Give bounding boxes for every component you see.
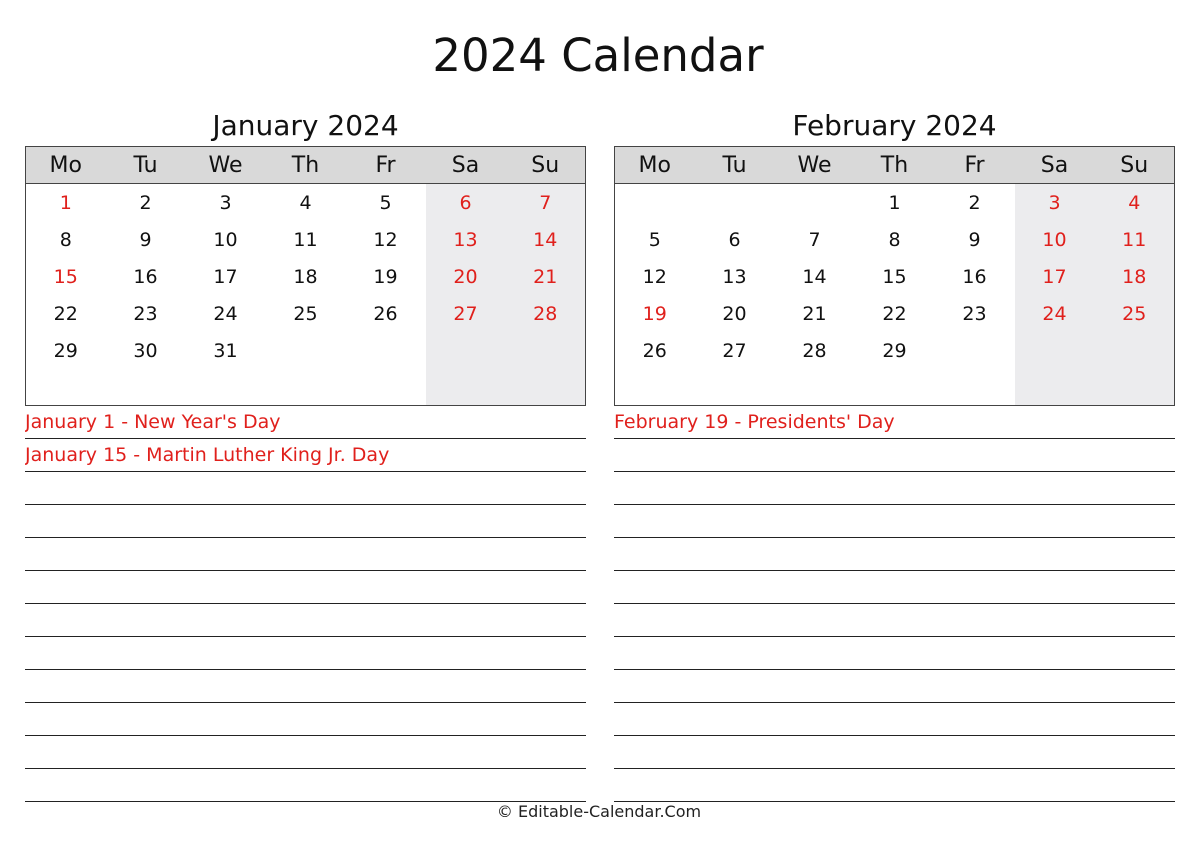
day-cell: 9 [139, 228, 152, 251]
note-line [614, 736, 1175, 769]
day-cell: 4 [299, 191, 312, 214]
month-january [25, 106, 586, 802]
day-cell: 15 [53, 265, 78, 288]
weekday-header: Sa [1015, 147, 1095, 184]
empty-day-cell [1015, 369, 1095, 406]
note-line [614, 538, 1175, 571]
empty-day-cell [775, 369, 855, 406]
note-line [614, 769, 1175, 802]
day-cell: 11 [293, 228, 318, 251]
weekday-header: Th [266, 147, 346, 184]
holiday-note: January 1 - New Year's Day [25, 406, 586, 439]
day-cell: 20 [426, 258, 506, 295]
week-row [26, 295, 586, 332]
day-cell: 17 [213, 265, 238, 288]
empty-day-cell [615, 184, 695, 222]
weekday-header: Fr [346, 147, 426, 184]
empty-day-cell [855, 369, 935, 406]
day-cell: 21 [802, 302, 827, 325]
day-cell: 24 [1015, 295, 1095, 332]
day-cell: 27 [426, 295, 506, 332]
empty-day-cell [26, 369, 106, 406]
weekday-header: Tu [106, 147, 186, 184]
weekday-header: Mo [26, 147, 106, 184]
note-line [25, 703, 586, 736]
note-line [614, 637, 1175, 670]
month-title: January 2024 [212, 109, 399, 142]
note-line [25, 670, 586, 703]
day-cell: 29 [53, 339, 78, 362]
day-cell: 5 [379, 191, 392, 214]
month-february [614, 106, 1175, 802]
day-cell: 11 [1095, 221, 1175, 258]
empty-day-cell [106, 369, 186, 406]
holiday-note: January 15 - Martin Luther King Jr. Day [25, 439, 586, 472]
weekday-header: We [775, 147, 855, 184]
day-cell: 17 [1015, 258, 1095, 295]
note-line [25, 604, 586, 637]
day-cell: 22 [882, 302, 907, 325]
weekday-header: Sa [426, 147, 506, 184]
note-line [25, 736, 586, 769]
empty-day-cell [695, 184, 775, 222]
weekday-header: Fr [935, 147, 1015, 184]
day-cell: 19 [373, 265, 398, 288]
notes-section [25, 406, 586, 802]
weekday-header: Su [506, 147, 586, 184]
day-cell: 2 [968, 191, 981, 214]
month-title: February 2024 [792, 109, 997, 142]
weekday-header: Th [855, 147, 935, 184]
note-line [25, 538, 586, 571]
day-cell: 2 [139, 191, 152, 214]
day-cell: 23 [962, 302, 987, 325]
week-row [615, 332, 1175, 369]
day-cell: 3 [1015, 184, 1095, 222]
empty-day-cell [506, 332, 586, 369]
empty-day-cell [506, 369, 586, 406]
day-cell: 26 [373, 302, 398, 325]
day-cell: 13 [426, 221, 506, 258]
day-cell: 9 [968, 228, 981, 251]
day-cell: 26 [642, 339, 667, 362]
day-cell: 31 [213, 339, 238, 362]
note-line [25, 769, 586, 802]
week-row [615, 184, 1175, 222]
empty-day-cell [615, 369, 695, 406]
week-row [26, 184, 586, 222]
day-cell: 25 [1095, 295, 1175, 332]
empty-day-cell [775, 184, 855, 222]
note-line [25, 472, 586, 505]
empty-day-cell [266, 332, 346, 369]
empty-day-cell [935, 332, 1015, 369]
empty-day-cell [426, 369, 506, 406]
note-line [614, 472, 1175, 505]
week-row [26, 221, 586, 258]
day-cell: 29 [882, 339, 907, 362]
day-cell: 12 [373, 228, 398, 251]
weekday-header: Su [1095, 147, 1175, 184]
day-cell: 23 [133, 302, 158, 325]
day-cell: 7 [506, 184, 586, 222]
weekday-header: We [186, 147, 266, 184]
day-cell: 28 [506, 295, 586, 332]
empty-day-cell [1095, 369, 1175, 406]
empty-day-cell [426, 332, 506, 369]
day-cell: 14 [802, 265, 827, 288]
day-cell: 22 [53, 302, 78, 325]
weekday-header: Tu [695, 147, 775, 184]
day-cell: 16 [133, 265, 158, 288]
empty-day-cell [346, 369, 426, 406]
day-cell: 19 [642, 302, 667, 325]
note-line [25, 505, 586, 538]
note-line [614, 670, 1175, 703]
weekday-header-row [26, 147, 586, 184]
page-title: 2024 Calendar [432, 29, 764, 82]
note-line [614, 604, 1175, 637]
note-line [614, 571, 1175, 604]
day-cell: 16 [962, 265, 987, 288]
day-cell: 25 [293, 302, 318, 325]
note-line [25, 571, 586, 604]
note-line [25, 637, 586, 670]
week-row [26, 332, 586, 369]
week-row [615, 221, 1175, 258]
day-cell: 15 [882, 265, 907, 288]
week-row [615, 369, 1175, 406]
note-line [614, 505, 1175, 538]
day-cell: 21 [506, 258, 586, 295]
holiday-note: February 19 - Presidents' Day [614, 406, 1175, 439]
week-row [615, 295, 1175, 332]
empty-day-cell [1015, 332, 1095, 369]
day-cell: 18 [1095, 258, 1175, 295]
day-cell: 27 [722, 339, 747, 362]
note-line [614, 703, 1175, 736]
week-row [26, 258, 586, 295]
day-cell: 1 [888, 191, 901, 214]
empty-day-cell [186, 369, 266, 406]
day-cell: 12 [642, 265, 667, 288]
day-cell: 20 [722, 302, 747, 325]
day-cell: 10 [213, 228, 238, 251]
empty-day-cell [346, 332, 426, 369]
week-row [615, 258, 1175, 295]
day-cell: 24 [213, 302, 238, 325]
day-cell: 18 [293, 265, 318, 288]
day-cell: 5 [648, 228, 661, 251]
footer-copyright: © Editable-Calendar.Com [496, 802, 702, 821]
weekday-header-row [615, 147, 1175, 184]
weekday-header: Mo [615, 147, 695, 184]
day-cell: 30 [133, 339, 158, 362]
day-cell: 6 [728, 228, 741, 251]
week-row [26, 369, 586, 406]
day-cell: 7 [808, 228, 821, 251]
calendar-grid [25, 146, 586, 406]
empty-day-cell [1095, 332, 1175, 369]
day-cell: 8 [59, 228, 72, 251]
day-cell: 28 [802, 339, 827, 362]
empty-day-cell [266, 369, 346, 406]
note-line [614, 439, 1175, 472]
empty-day-cell [695, 369, 775, 406]
day-cell: 6 [426, 184, 506, 222]
notes-section [614, 406, 1175, 802]
day-cell: 8 [888, 228, 901, 251]
calendar-grid [614, 146, 1175, 406]
day-cell: 1 [59, 191, 72, 214]
day-cell: 3 [219, 191, 232, 214]
day-cell: 4 [1095, 184, 1175, 222]
day-cell: 14 [506, 221, 586, 258]
day-cell: 13 [722, 265, 747, 288]
empty-day-cell [935, 369, 1015, 406]
day-cell: 10 [1015, 221, 1095, 258]
